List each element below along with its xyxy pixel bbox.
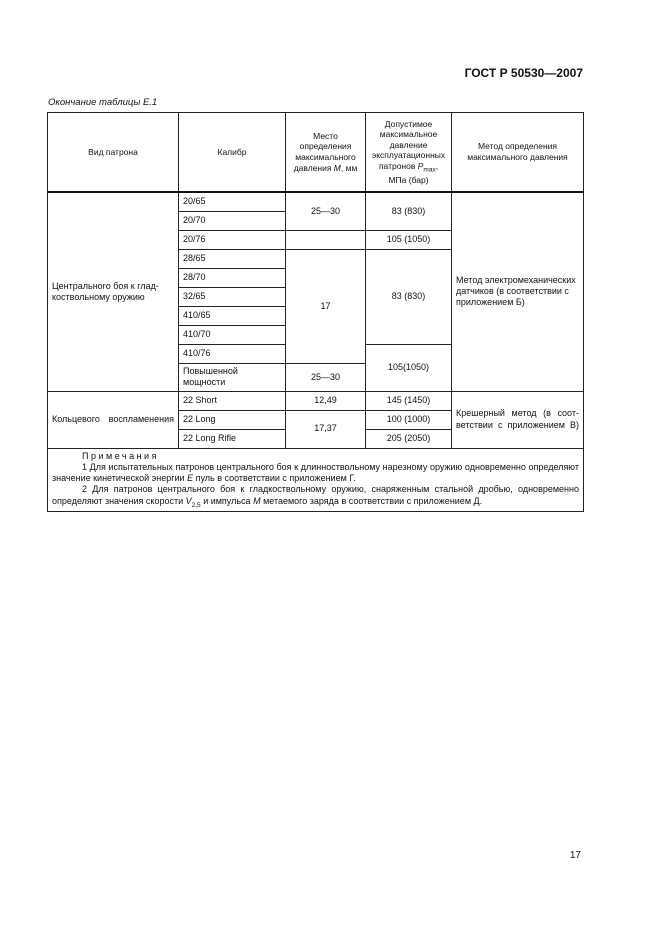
cell-place <box>286 231 366 250</box>
cell-caliber: 28/65 <box>179 250 286 269</box>
cell-caliber: 20/70 <box>179 212 286 231</box>
table-header-row <box>48 113 584 193</box>
notes-cell <box>48 448 584 512</box>
cell-caliber: 410/70 <box>179 326 286 345</box>
cell-caliber: 20/76 <box>179 231 286 250</box>
header-type: Вид патрона <box>48 113 179 193</box>
cell-pressure: 100 (1000) <box>366 410 452 429</box>
cell-caliber: 28/70 <box>179 269 286 288</box>
cell-place: 17 <box>286 250 366 364</box>
cell-place: 12,49 <box>286 391 366 410</box>
cell-pressure: 83 (830) <box>366 192 452 231</box>
header-method: Метод определения максимального давления <box>452 113 584 193</box>
cell-type-centerfire: Центрального боя к гладкоствольному оружию <box>48 192 179 391</box>
cell-method-electro: Метод электромеханических датчиков (в соответствии с приложением Б) <box>452 192 584 391</box>
document-code: ГОСТ Р 50530—2007 <box>464 66 583 80</box>
cell-caliber: 32/65 <box>179 288 286 307</box>
cell-place: 25—30 <box>286 364 366 392</box>
cell-pressure: 105(1050) <box>366 345 452 392</box>
cell-caliber: Повышенной мощности <box>179 364 286 392</box>
cell-method-crusher: Крешерный метод (в соответствии с приложением В) <box>452 391 584 448</box>
cell-caliber: 20/65 <box>179 192 286 212</box>
table-caption: Окончание таблицы Е.1 <box>48 97 158 108</box>
notes-row <box>48 448 584 512</box>
header-caliber: Калибр <box>179 113 286 193</box>
cell-pressure: 83 (830) <box>366 250 452 345</box>
cell-caliber: 410/65 <box>179 307 286 326</box>
cell-pressure: 205 (2050) <box>366 429 452 448</box>
page-number: 17 <box>569 850 581 861</box>
cell-caliber: 22 Short <box>179 391 286 410</box>
notes-title: Примечания <box>82 450 159 461</box>
data-table <box>47 112 584 512</box>
header-pressure: Допустимое максимальное давление эксплуатационных патронов $P_{max}$, МПа (бар) <box>366 113 452 193</box>
cell-caliber: 22 Long <box>179 410 286 429</box>
cell-type-rimfire: Кольцевого воспламенения <box>48 391 179 448</box>
cell-place: 17,37 <box>286 410 366 448</box>
cell-place: 25—30 <box>286 192 366 231</box>
cell-caliber: 410/76 <box>179 345 286 364</box>
table-row <box>48 391 584 410</box>
note-1: 1 Для испытательных патронов центрального боя к длинноствольному нарезному оружию одновременно определяют значение кинетической энергии E пуль в соответствии с приложением Г. <box>52 461 579 483</box>
note-2: 2 Для патронов центрального боя к гладкоствольному оружию, снаряженным стальной дробью, одновременно определяют значения скорости $V_{2,5}$ и импульса M метаемого заряда в соответствии с приложением Д. <box>52 484 579 509</box>
cell-caliber: 22 Long Rifle <box>179 429 286 448</box>
table-row <box>48 192 584 212</box>
header-place: Место определения максимального давления M, мм <box>286 113 366 193</box>
cell-pressure: 145 (1450) <box>366 391 452 410</box>
cell-pressure: 105 (1050) <box>366 231 452 250</box>
